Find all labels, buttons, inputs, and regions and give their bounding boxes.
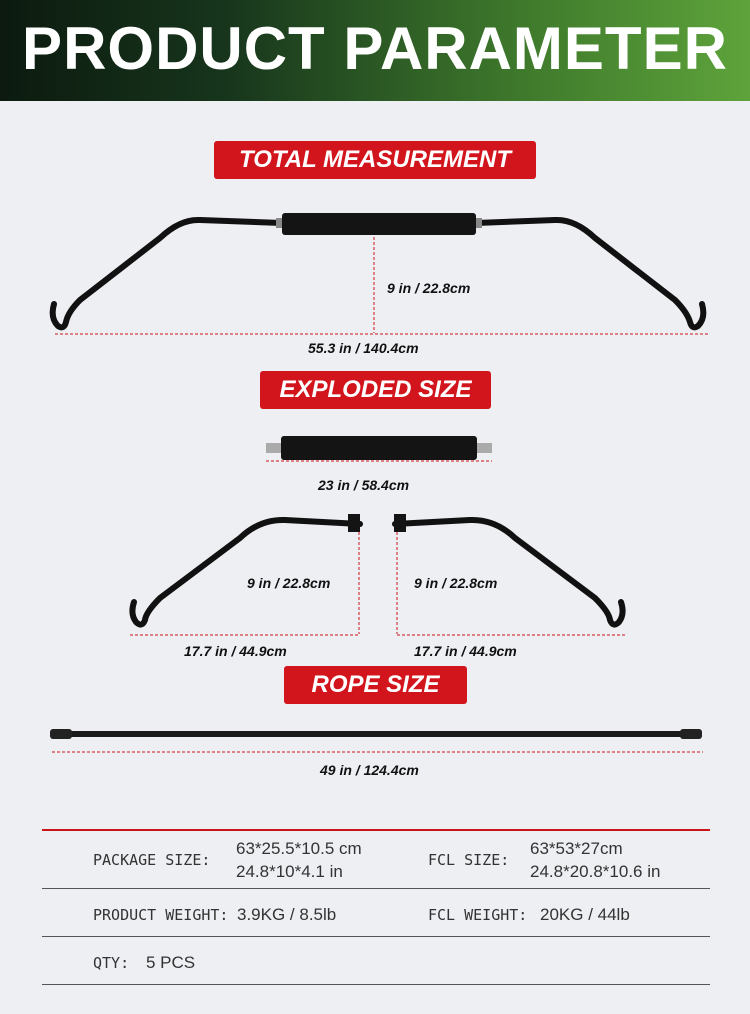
left-height-label: 9 in / 22.8cm: [247, 575, 331, 591]
product-weight-label: PRODUCT WEIGHT:: [93, 906, 229, 924]
total-measurement-badge: TOTAL MEASUREMENT: [214, 141, 536, 179]
qty-value: 5 PCS: [146, 953, 196, 972]
rope-graphic: [50, 729, 702, 739]
left-arm-graphic: [132, 514, 360, 625]
exploded-size-badge: EXPLODED SIZE: [260, 371, 491, 409]
package-size-in: 24.8*10*4.1 in: [236, 862, 343, 881]
fcl-weight-value: 20KG / 44lb: [540, 905, 630, 924]
center-grip-graphic: [266, 436, 492, 460]
fcl-weight-label: FCL WEIGHT:: [428, 906, 528, 924]
right-width-label: 17.7 in / 44.9cm: [414, 643, 517, 659]
spec-table-divider-2: [42, 936, 710, 937]
right-height-label: 9 in / 22.8cm: [414, 575, 498, 591]
right-arm-graphic: [394, 514, 623, 625]
spec-table-bottom-divider: [42, 984, 710, 985]
total-height-label: 9 in / 22.8cm: [387, 280, 471, 296]
package-size-label: PACKAGE SIZE:: [93, 851, 211, 869]
product-weight-value: 3.9KG / 8.5lb: [237, 905, 337, 924]
total-width-label: 55.3 in / 140.4cm: [308, 340, 419, 356]
rope-size-badge: ROPE SIZE: [284, 666, 467, 704]
rope-width-label: 49 in / 124.4cm: [320, 762, 419, 778]
fcl-size-label: FCL SIZE:: [428, 851, 510, 869]
package-size-cm: 63*25.5*10.5 cm: [236, 839, 362, 858]
spec-table-divider-1: [42, 888, 710, 889]
full-bar-graphic: [53, 213, 704, 327]
page-title: PRODUCT PARAMETER: [22, 15, 728, 82]
fcl-size-cm: 63*53*27cm: [530, 839, 623, 858]
left-width-label: 17.7 in / 44.9cm: [184, 643, 287, 659]
center-width-label: 23 in / 58.4cm: [318, 477, 410, 493]
qty-label: QTY:: [93, 954, 130, 972]
spec-table-top-divider: [42, 829, 710, 831]
fcl-size-in: 24.8*20.8*10.6 in: [530, 862, 661, 881]
